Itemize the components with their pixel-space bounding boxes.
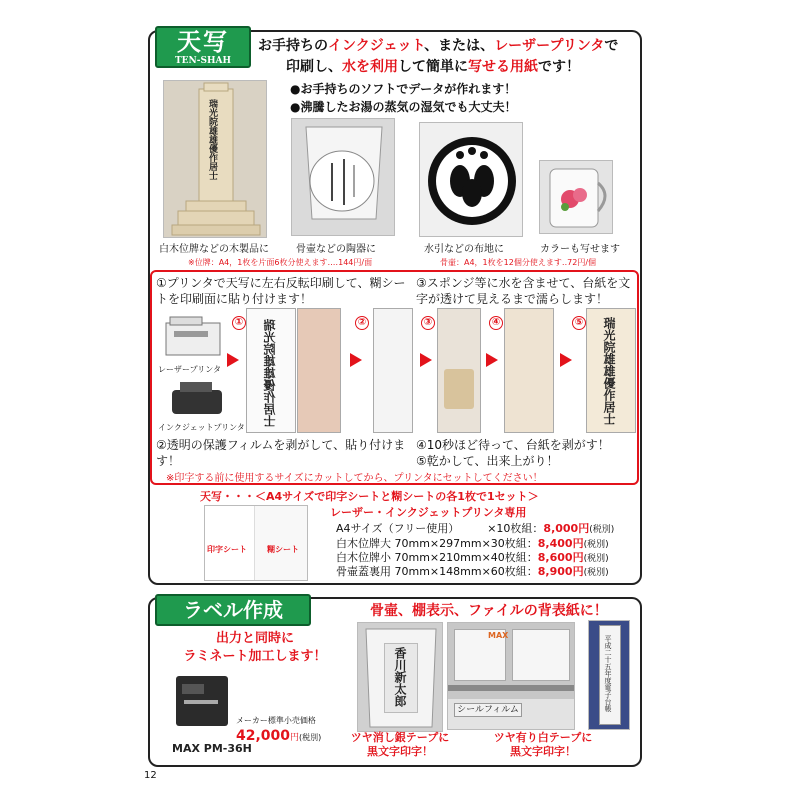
- laser-printer-label: レーザープリンタ: [158, 365, 221, 374]
- step-arrow-5: [560, 353, 572, 367]
- label-model: MAX PM-36H: [172, 742, 252, 755]
- ihai-text: 瑞光院雄雄優作居士: [207, 99, 217, 180]
- laser-printer-image: [160, 313, 226, 361]
- price-row-ihai-small: 白木位牌小 70mm×210mm×40枚組：8,600円(税別): [336, 551, 609, 564]
- price-row-ihai-large: 白木位牌大 70mm×297mm×30枚組：8,400円(税別): [336, 537, 609, 550]
- step-3-text: ③スポンジ等に水を含ませて、台紙を文字が透けて見えるまで濡らします！: [416, 276, 631, 306]
- binder-spine-text: 平成二十五年度電子台帳: [604, 635, 612, 712]
- sheet-print: 印字シート: [207, 545, 247, 554]
- crest-image: [420, 123, 523, 237]
- sheet-glue: 糊シート: [267, 545, 299, 554]
- step-1-text: ①プリンタで天写に左右反転印刷して、糊シートを印刷面に貼り付けます！: [156, 276, 406, 306]
- laminate-text: 出力と同時に ラミネート加工します！: [183, 631, 327, 664]
- set-subtitle: レーザー・インクジェットプリンタ専用: [330, 506, 527, 519]
- set-line: 天写・・・＜A4サイズで印字シートと糊シートの各1枚で1セット＞: [200, 490, 539, 503]
- tenshah-headline: お手持ちのインクジェット、または、レーザープリンタで 印刷し、水を利用して簡単に写せる用紙です！: [258, 38, 619, 75]
- photo-ihai: [163, 80, 267, 238]
- step-number-5: ⑤: [572, 316, 586, 330]
- tenshah-logo-sub: TEN-SHAH: [174, 56, 231, 66]
- step-1-image: [246, 308, 296, 433]
- caption-ceramic: 骨壷などの陶器に: [296, 244, 376, 255]
- label-price-caption: メーカー標準小売価格: [236, 716, 316, 725]
- urn-image: [292, 119, 395, 236]
- label-urn-photo: [357, 622, 443, 732]
- bullet-software: ●お手持ちのソフトでデータが作れます！: [290, 82, 517, 96]
- step-3-image: [437, 308, 481, 433]
- laser-printer-photo: [160, 313, 226, 361]
- inkjet-printer-image: [168, 378, 226, 420]
- step-arrow-3: [420, 353, 432, 367]
- step-arrow-2: [350, 353, 362, 367]
- tenshah-logo: 天写 TEN-SHAH: [155, 26, 251, 68]
- label-printer-image: [172, 670, 232, 730]
- note-urn: 骨壷：A4，1枚を12個分使えます‥72円/個: [440, 258, 597, 267]
- step-1-reversed-text: 瑞光院雄雄優作居士: [263, 319, 277, 427]
- seal-film-label: シールフィルム: [454, 703, 522, 717]
- caption-white-tape: ツヤ有り白テープに 黒文字印字！: [493, 731, 593, 758]
- caption-color: カラーも写せます: [540, 244, 620, 255]
- step-5-image: [586, 308, 636, 433]
- note-ihai: ※位牌：A4，1枚を片面6枚分使えます‥‥144円/面: [188, 258, 373, 267]
- urn-label-text: 香川新太郎: [393, 647, 407, 707]
- step-arrow-1: [227, 353, 239, 367]
- step-2-image: [373, 308, 413, 433]
- caption-wood: 白木位牌などの木製品に: [159, 244, 269, 255]
- step-4-image: [504, 308, 554, 433]
- price-row-a4: A4サイズ（フリー使用） ×10枚組：8,000円(税別): [336, 522, 615, 535]
- label-shelf-photo: [447, 622, 575, 730]
- step-arrow-4: [486, 353, 498, 367]
- step-number-1: ①: [232, 316, 246, 330]
- photo-urn: [291, 118, 395, 236]
- inkjet-printer-label: インクジェットプリンタ: [158, 423, 245, 432]
- label-printer-photo: [172, 670, 232, 730]
- price-row-urn-lid: 骨壷蓋裏用 70mm×148mm×60枚組：8,900円(税別): [336, 565, 609, 578]
- bullet-steam: ●沸騰したお湯の蒸気の湿気でも大丈夫！: [290, 100, 517, 114]
- label-binder-photo: [588, 620, 630, 730]
- step-number-2: ②: [355, 316, 369, 330]
- label-headline: 骨壷、棚表示、ファイルの背表紙に！: [370, 603, 608, 619]
- step-number-4: ④: [489, 316, 503, 330]
- step-4-text: ④10秒ほど待って、台紙を剥がす！: [416, 438, 610, 452]
- procedure-warning: ※印字する前に使用するサイズにカットしてから、プリンタにセットしてください！: [166, 473, 543, 484]
- caption-cloth: 水引などの布地に: [424, 244, 504, 255]
- mug-image: [540, 161, 613, 234]
- step-5-final-text: 瑞光院雄雄優作居士: [602, 317, 616, 425]
- step-5-text: ⑤乾かして、出来上がり！: [416, 454, 559, 468]
- photo-crest: [419, 122, 523, 237]
- label-title: ラベル作成: [155, 594, 311, 626]
- step-number-3: ③: [421, 316, 435, 330]
- step-1b-image: [297, 308, 341, 433]
- label-price: 42,000円(税別): [236, 728, 322, 744]
- inkjet-printer-photo: [168, 378, 226, 420]
- caption-silver-tape: ツヤ消し銀テープに 黒文字印字！: [350, 731, 450, 758]
- sheet-sample-image: [204, 505, 308, 581]
- tenshah-bullets: [290, 80, 516, 116]
- page-number: 12: [144, 770, 157, 781]
- photo-mug: [539, 160, 613, 234]
- step-2-text: ②透明の保護フィルムを剥がして、貼り付けます！: [156, 438, 406, 468]
- box-brand-label: MAX: [488, 631, 509, 640]
